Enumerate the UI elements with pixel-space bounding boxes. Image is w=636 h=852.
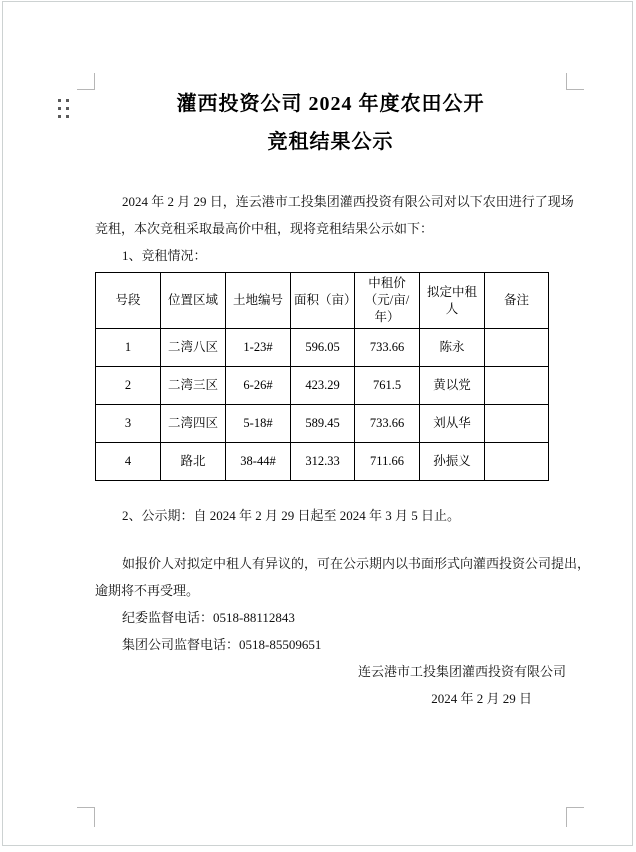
discipline-phone-line: 纪委监督电话：0518-88112843 (122, 610, 295, 625)
section1-heading: 1、竞租情况： (122, 248, 207, 263)
table-header-row (96, 273, 549, 329)
header-cell-land-no: 土地编号 (226, 273, 291, 329)
table-row (96, 443, 549, 481)
objection-paragraph (95, 550, 591, 604)
cell-acreage: 589.45 (291, 405, 355, 443)
cell-land-no: 38-44# (226, 443, 291, 481)
cell-location: 二湾四区 (161, 405, 226, 443)
cell-location: 二湾八区 (161, 329, 226, 367)
cell-acreage: 596.05 (291, 329, 355, 367)
cell-price: 711.66 (355, 443, 420, 481)
document-body (95, 188, 591, 712)
cell-segment: 4 (96, 443, 161, 481)
group-phone-line: 集团公司监督电话：0518-85509651 (122, 637, 322, 652)
signature-date: 2024 年 2 月 29 日 (431, 691, 532, 706)
cell-land-no: 1-23# (226, 329, 291, 367)
cell-location: 路北 (161, 443, 226, 481)
cell-acreage: 312.33 (291, 443, 355, 481)
title-line-1: 灌西投资公司 2024 年度农田公开 (176, 93, 485, 115)
cell-price: 761.5 (355, 367, 420, 405)
cell-segment: 3 (96, 405, 161, 443)
cell-remark (485, 367, 549, 405)
intro-paragraph (95, 188, 574, 269)
objection-line-2: 逾期将不再受理。 (95, 583, 200, 598)
cell-acreage: 423.29 (291, 367, 355, 405)
intro-line-1: 2024 年 2 月 29 日，连云港市工投集团灌西投资有限公司对以下农田进行了现场 (122, 194, 574, 209)
table-row (96, 367, 549, 405)
header-cell-tenant: 拟定中租人 (420, 273, 485, 329)
cell-land-no: 6-26# (226, 367, 291, 405)
header-cell-location: 位置区域 (161, 273, 226, 329)
cell-price: 733.66 (355, 329, 420, 367)
cell-location: 二湾三区 (161, 367, 226, 405)
cell-tenant: 黄以党 (420, 367, 485, 405)
bidding-results-table (95, 272, 549, 481)
header-cell-segment: 号段 (96, 273, 161, 329)
publicity-period-line: 2、公示期：自 2024 年 2 月 29 日起至 2024 年 3 月 5 日止。 (122, 508, 461, 523)
cell-segment: 2 (96, 367, 161, 405)
objection-line-1: 如报价人对拟定中租人有异议的，可在公示期内以书面形式向灌西投资公司提出， (122, 556, 591, 571)
cell-tenant: 刘从华 (420, 405, 485, 443)
header-cell-remark: 备注 (485, 273, 549, 329)
header-cell-price: 中租价（元/亩/年） (355, 273, 420, 329)
intro-line-2: 竞租，本次竞租采取最高价中租，现将竞租结果公示如下： (95, 221, 434, 236)
cell-price: 733.66 (355, 405, 420, 443)
document-title (95, 85, 566, 161)
header-cell-acreage: 面积（亩） (291, 273, 355, 329)
table-row (96, 405, 549, 443)
title-line-2: 竞租结果公示 (267, 131, 394, 153)
cell-tenant: 孙振义 (420, 443, 485, 481)
signature-company: 连云港市工投集团灌西投资有限公司 (357, 664, 566, 679)
cell-remark (485, 443, 549, 481)
cell-segment: 1 (96, 329, 161, 367)
cell-tenant: 陈永 (420, 329, 485, 367)
table-row (96, 329, 549, 367)
cell-land-no: 5-18# (226, 405, 291, 443)
cell-remark (485, 405, 549, 443)
cell-remark (485, 329, 549, 367)
